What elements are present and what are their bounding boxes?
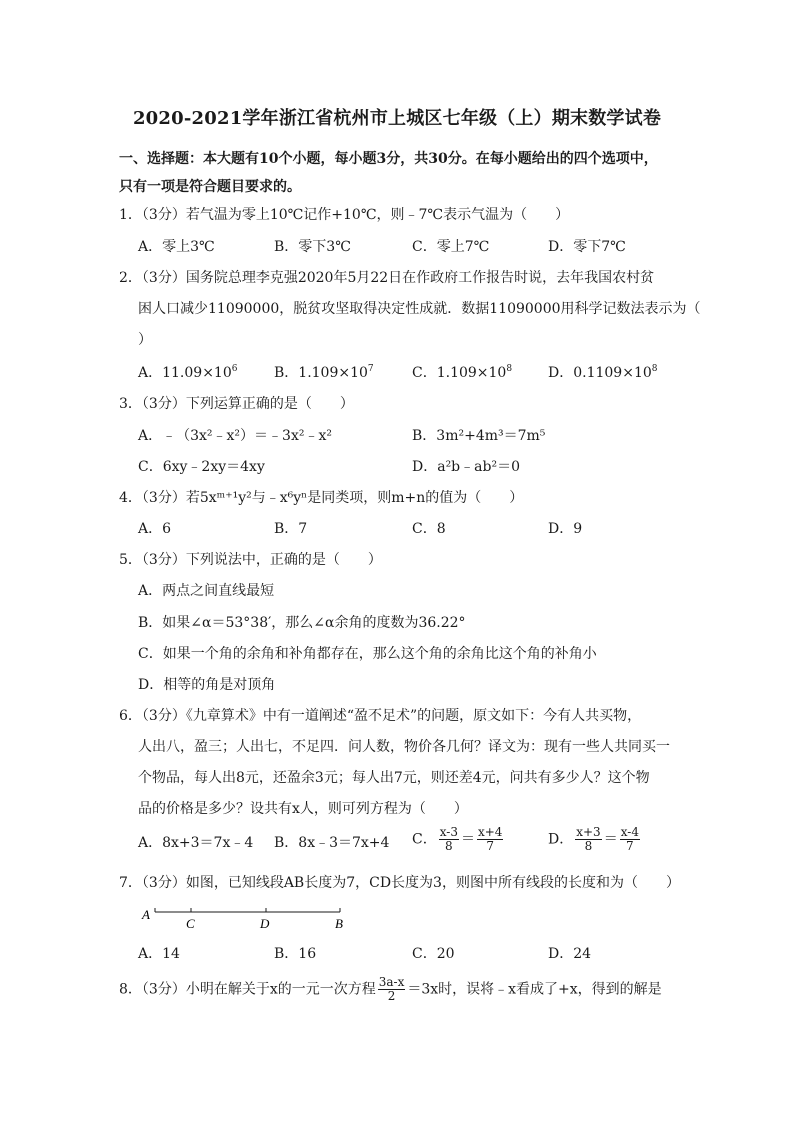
fraction: $\frac{x+4}{7}$ (477, 825, 503, 853)
q6-option-b: B．8x﹣3＝7x+4 (274, 835, 390, 851)
q7-option-b: B．16 (274, 946, 317, 962)
q3-option-c: C．6xy﹣2xy＝4xy (138, 459, 265, 475)
q1-option-c: C．零上7℃ (412, 239, 490, 255)
q4-option-c: C．8 (412, 521, 446, 537)
question-5-stem: 5．（3分）下列说法中，正确的是（ ） (119, 552, 382, 568)
question-6-line2: 人出八，盈三；人出七，不足四．问人数，物价各几何？译文为：现有一些人共同买一 (138, 739, 670, 755)
q1-option-b: B．零下3℃ (274, 239, 351, 255)
question-2-line2: 困人口减少11090000，脱贫攻坚取得决定性成就．数据11090000用科学记数法表示为（ (138, 301, 701, 317)
fraction: $\frac{3a-x}{2}$ (378, 975, 405, 1003)
page-title: 2020-2021学年浙江省杭州市上城区七年级（上）期末数学试卷 (132, 108, 662, 129)
q5-option-b: B．如果∠α＝53°38′，那么∠α余角的度数为36.22° (138, 615, 466, 631)
fraction: $\frac{x+3}{8}$ (576, 825, 601, 853)
label-c: C (186, 916, 195, 931)
q3-option-d: D．a²b﹣ab²＝0 (412, 459, 520, 475)
question-4-stem: 4．（3分）若5xᵐ⁺¹y²与﹣x⁶yⁿ是同类项，则m+n的值为（ ） (119, 490, 524, 506)
line-segment-figure (140, 906, 360, 932)
question-7-stem: 7．（3分）如图，已知线段AB长度为7，CD长度为3，则图中所有线段的长度和为（ ） (119, 875, 680, 891)
fraction: $\frac{x-4}{7}$ (620, 825, 639, 853)
q3-option-b: B．3m²+4m³＝7m⁵ (412, 428, 546, 444)
q2-option-a: A．$11.09\times 10^6$ (138, 364, 238, 381)
q3-option-a: A．﹣（3x²﹣x²）＝﹣3x²﹣x² (138, 428, 332, 444)
q5-option-c: C．如果一个角的余角和补角都存在，那么这个角的余角比这个角的补角小 (138, 646, 597, 662)
q1-option-a: A．零上3℃ (138, 239, 215, 255)
q2-option-c: C．$1.109\times 10^8$ (412, 364, 513, 381)
q7-option-c: C．20 (412, 946, 455, 962)
question-6-line1: 6．（3分）《九章算术》中有一道阐述“盈不足术”的问题，原文如下：今有人共买物， (119, 708, 642, 724)
question-6-line4: 品的价格是多少？设共有x人，则可列方程为（ ） (138, 801, 468, 817)
question-2-line3: ） (138, 332, 152, 348)
section-heading-line2: 只有一项是符合题目要求的。 (119, 179, 301, 195)
q6-option-c: C． $\frac{x-3}{8}$ ＝ $\frac{x+4}{7}$ (412, 825, 503, 853)
section-heading-line1: 一、选择题：本大题有10个小题，每小题3分，共30分。在每小题给出的四个选项中， (119, 151, 658, 167)
q5-option-d: D．相等的角是对顶角 (138, 677, 276, 693)
q6-option-d: D． $\frac{x+3}{8}$ ＝ $\frac{x-4}{7}$ (548, 825, 639, 853)
question-6-line3: 个物品，每人出8元，还盈余3元；每人出7元，则还差4元，问共有多少人？这个物 (138, 770, 650, 786)
label-d: D (260, 916, 270, 931)
question-1-stem: 1．（3分）若气温为零上10℃记作+10℃，则﹣7℃表示气温为（ ） (119, 207, 570, 223)
label-a: A (142, 907, 150, 922)
question-2-line1: 2．（3分）国务院总理李克强2020年5月22日在作政府工作报告时说，去年我国农村贫 (119, 270, 655, 286)
q6-option-a: A．8x+3＝7x﹣4 (138, 835, 254, 851)
fraction: $\frac{x-3}{8}$ (439, 825, 458, 853)
q7-option-a: A．14 (138, 946, 180, 962)
q1-option-d: D．零下7℃ (548, 239, 626, 255)
q2-option-b: B．$1.109\times 10^7$ (274, 364, 374, 381)
question-3-stem: 3．（3分）下列运算正确的是（ ） (119, 396, 354, 412)
q4-option-d: D．9 (548, 521, 583, 537)
q4-option-a: A．6 (138, 521, 172, 537)
question-8-stem: 8．（3分）小明在解关于x的一元一次方程 $\frac{3a-x}{2}$ ＝3x时，误将﹣x看成了+x，得到的解是 (119, 975, 662, 1003)
q4-option-b: B．7 (274, 521, 308, 537)
label-b: B (335, 916, 343, 931)
q2-option-d: D．$0.1109\times 10^8$ (548, 364, 658, 381)
q5-option-a: A．两点之间直线最短 (138, 583, 275, 599)
q7-option-d: D．24 (548, 946, 592, 962)
